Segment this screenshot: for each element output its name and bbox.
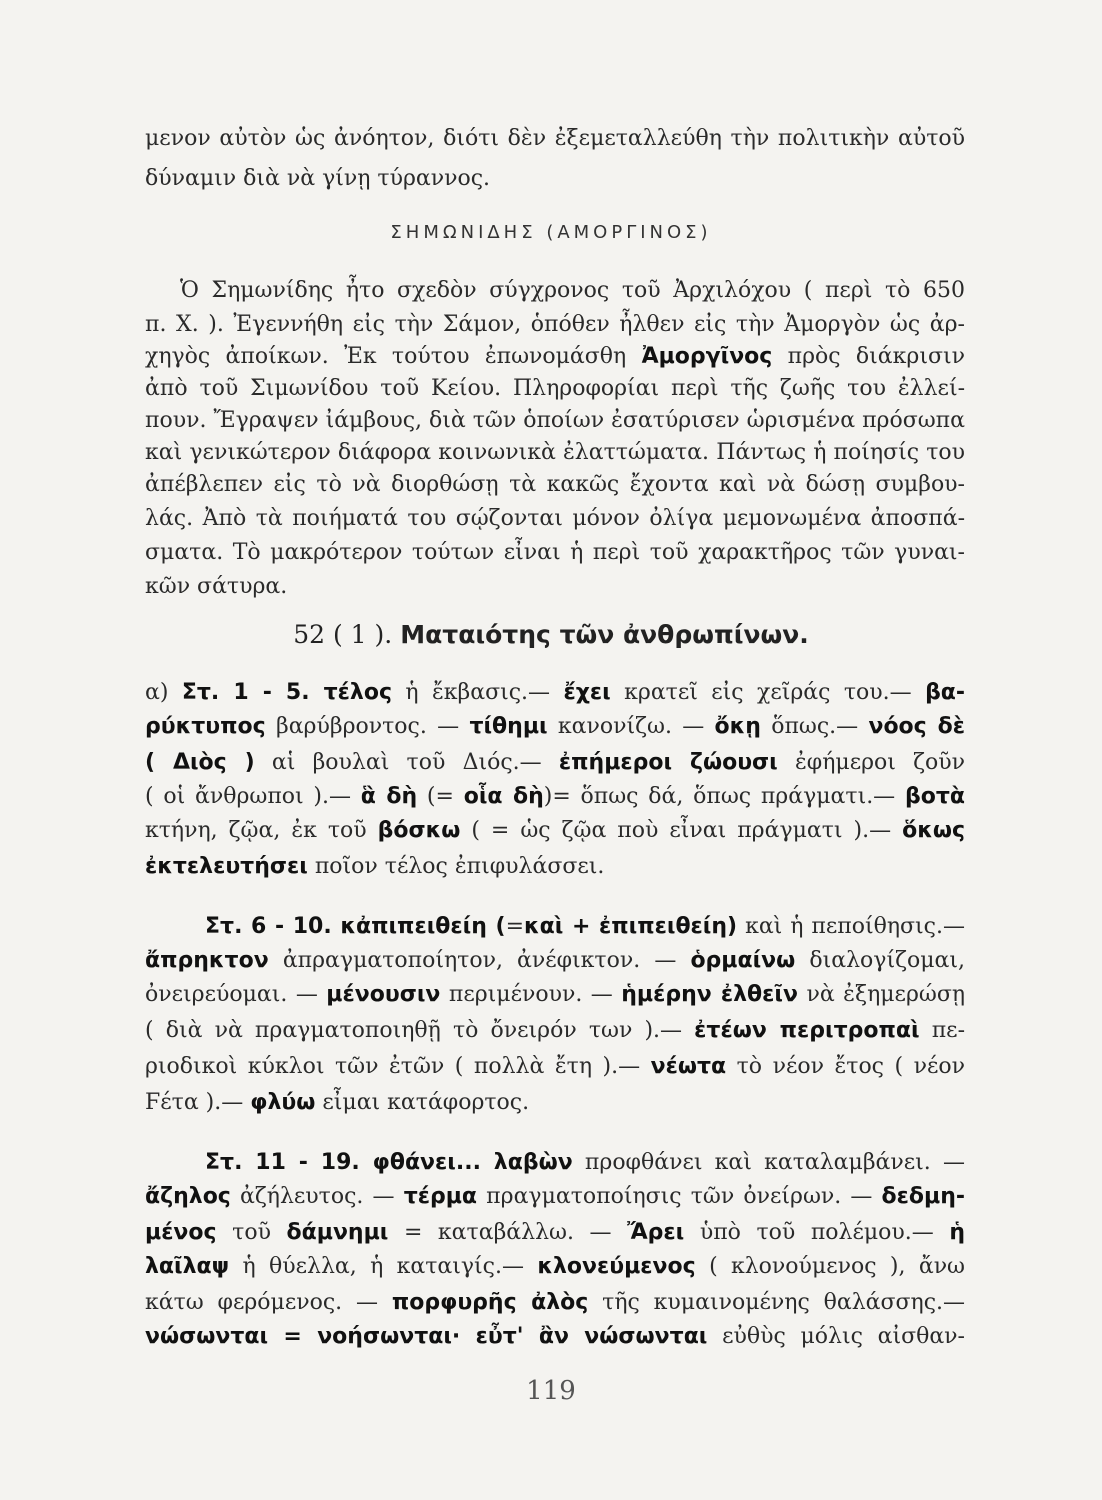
text-line: μενον αὐτὸν ὡς ἀνόητον, διότι δὲν ἐξεμεταλλεύθη τὴν πολιτικὴν αὐτοῦ [145, 126, 965, 151]
text-line: Ὁ Σημωνίδης ἦτο σχεδὸν σύγχρονος τοῦ Ἀρχιλόχου ( περὶ τὸ 650 [180, 278, 965, 303]
text-line: Στ. 11 - 19. φθάνει... λαβὼν προφθάνει καὶ καταλαμβάνει. — [205, 1150, 966, 1175]
text-line: κῶν σάτυρα. [145, 574, 288, 599]
text-line: σματα. Τὸ μακρότερον τούτων εἶναι ἡ περὶ τοῦ χαρακτῆρος τῶν γυναι- [145, 540, 965, 565]
text-line: λαῖλαψ ἡ θύελλα, ἡ καταιγίς.— κλονεύμενος ( κλονούμενος ), ἄνω [145, 1254, 966, 1279]
text-line: χηγὸς ἀποίκων. Ἐκ τούτου ἐπωνομάσθη Ἀμοργῖνος πρὸς διάκρισιν [145, 344, 965, 369]
text-line: ( Διὸς ) αἱ βουλαὶ τοῦ Διός.— ἐπήμεροι ζώουσι ἐφήμεροι ζοῦν [145, 750, 966, 775]
text-line: ὀνειρεύομαι. — μένουσιν περιμένουν. — ἡμέρην ἐλθεῖν νὰ ἐξημερώσῃ [145, 982, 966, 1007]
text-line: κάτω φερόμενος. — πορφυρῆς ἀλὸς τῆς κυμαινομένης θαλάσσης.— [145, 1290, 966, 1315]
text-line: ( οἱ ἄνθρωποι ).— ἃ δὴ (= οἷα δὴ)= ὅπως δά, ὅπως πράγματι.— βοτὰ [145, 784, 965, 809]
text-line: Στ. 6 - 10. κἀπιπειθείη (=καὶ + ἐπιπειθείη) καὶ ἡ πεποίθησις.— [205, 914, 965, 939]
text-line: Ϝέτα ).— φλύω εἶμαι κατάφορτος. [145, 1090, 530, 1115]
poem-title: 52 ( 1 ). Ματαιότης τῶν ἀνθρωπίνων. [293, 620, 809, 649]
text-line: πουν. Ἔγραψεν ἰάμβους, διὰ τῶν ὁποίων ἐσατύρισεν ὡρισμένα πρόσωπα [145, 408, 965, 433]
text-line: ἀπέβλεπεν εἰς τὸ νὰ διορθώσῃ τὰ κακῶς ἔχοντα καὶ νὰ δώσῃ συμβου- [145, 472, 965, 497]
text-line: κτήνη, ζῷα, ἐκ τοῦ βόσκω ( = ὡς ζῷα ποὺ εἶναι πράγματι ).— ὅκως [145, 818, 965, 843]
text-line: λάς. Ἀπὸ τὰ ποιήματά του σῴζονται μόνον ὀλίγα μεμονωμένα ἀποσπά- [145, 506, 965, 531]
text-line: α) Στ. 1 - 5. τέλος ἡ ἔκβασις.— ἔχει κρατεῖ εἰς χεῖράς του.— βα- [145, 680, 966, 705]
text-line: ρύκτυπος βαρύβροντος. — τίθημι κανονίζω. — ὄκῃ ὅπως.— νόος δὲ [145, 714, 966, 739]
text-line: π. Χ. ). Ἐγεννήθη εἰς τὴν Σάμον, ὁπόθεν ἦλθεν εἰς τὴν Ἀμοργὸν ὡς ἀρ- [145, 312, 965, 337]
text-line: μένος τοῦ δάμνημι = καταβάλλω. — Ἄρει ὑπὸ τοῦ πολέμου.— ἡ [145, 1220, 966, 1245]
text-line: δύναμιν διὰ νὰ γίνῃ τύραννος. [145, 166, 491, 191]
text-line: καὶ γενικώτερον διάφορα κοινωνικὰ ἐλαττώματα. Πάντως ἡ ποίησίς του [145, 440, 965, 465]
page-number: 119 [526, 1376, 576, 1406]
section-heading: ΣΗΜΩΝΙΔΗΣ (ΑΜΟΡΓΙΝΟΣ) [390, 222, 712, 243]
text-line: ἀπὸ τοῦ Σιμωνίδου τοῦ Κείου. Πληροφορίαι περὶ τῆς ζωῆς του ἐλλεί- [145, 376, 965, 401]
text-line: νώσωνται = νοήσωνται· εὖτ' ἂν νώσωνται εὐθὺς μόλις αἰσθαν- [145, 1324, 965, 1349]
text-line: ριοδικοὶ κύκλοι τῶν ἐτῶν ( πολλὰ ἔτη ).— νέωτα τὸ νέον ἔτος ( νέον [145, 1054, 965, 1079]
text-line: ἄζηλος ἀζήλευτος. — τέρμα πραγματοποίησις τῶν ὀνείρων. — δεδμη- [145, 1184, 965, 1209]
text-line: ἄπρηκτον ἀπραγματοποίητον, ἀνέφικτον. — ὁρμαίνω διαλογίζομαι, [145, 948, 966, 973]
text-line: ἐκτελευτήσει ποῖον τέλος ἐπιφυλάσσει. [145, 854, 605, 879]
text-line: ( διὰ νὰ πραγματοποιηθῇ τὸ ὄνειρόν των ).— ἐτέων περιτροπαὶ πε- [145, 1018, 966, 1043]
